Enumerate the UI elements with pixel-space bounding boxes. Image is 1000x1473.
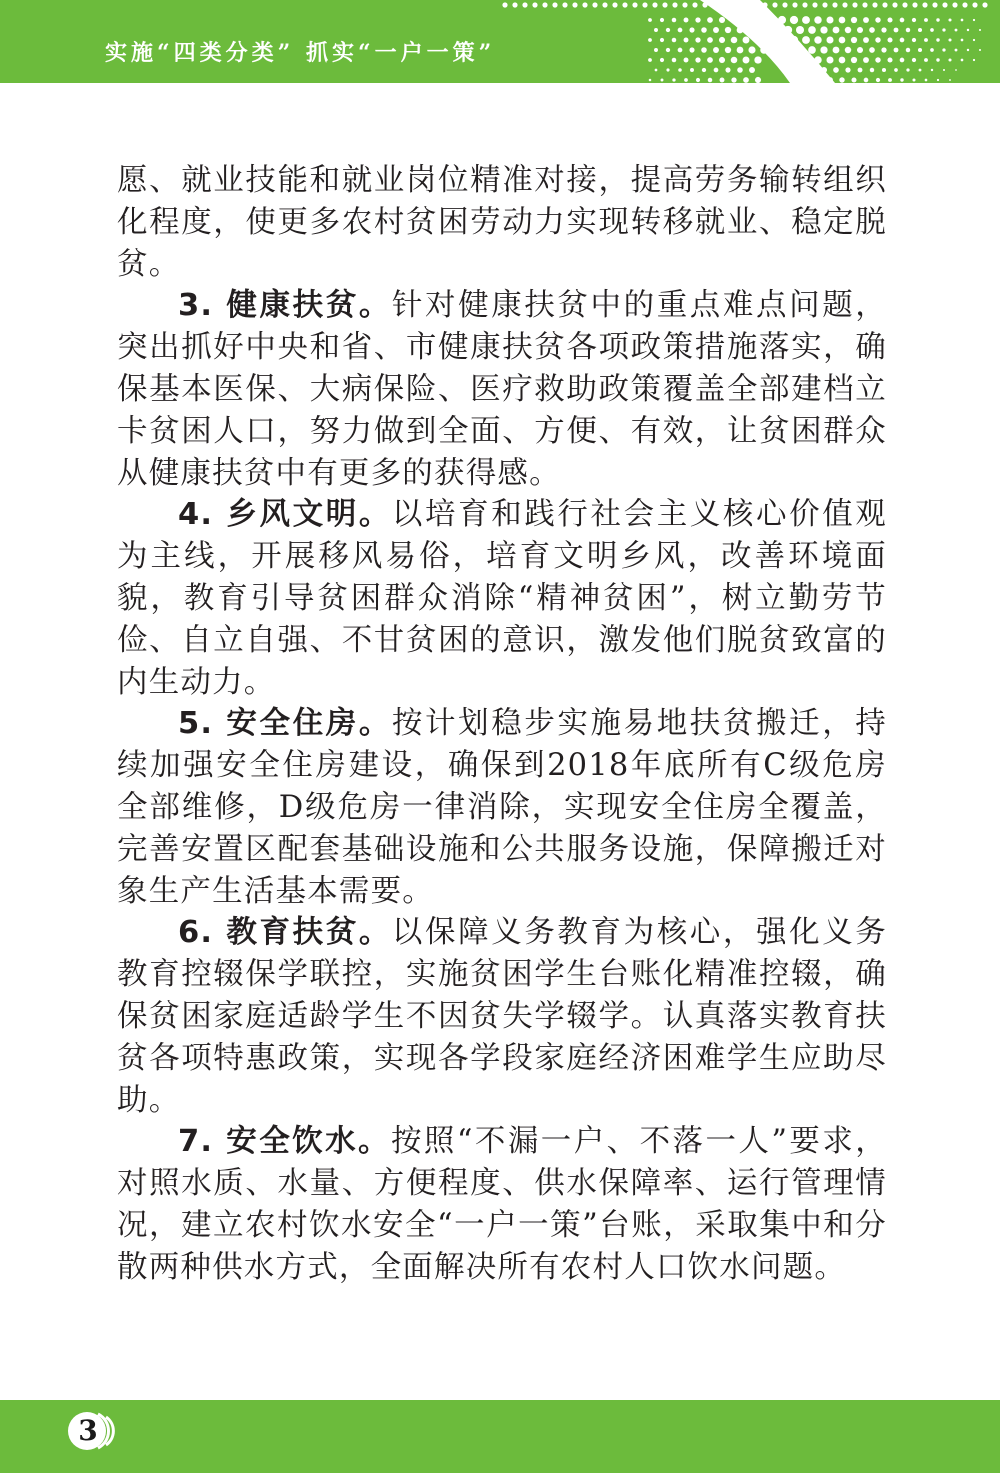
paragraph-text: 以培育和践行社会主义核心价值观为主线，开展移风易俗，培育文明乡风，改善环境面貌，教育引导贫困群众消除“精神贫困”，树立勤劳节俭、自立自强、不甘贫困的意识，激发他们脱贫致富的内生动力。 — [117, 497, 887, 700]
header-title: 实施“四类分类” 抓实“一户一策” — [105, 40, 496, 66]
page-footer — [0, 1400, 1000, 1473]
paragraph-text: 以保障义务教育为核心，强化义务教育控辍保学联控，实施贫困学生台账化精准控辍，确保贫困家庭适龄学生不因贫失学辍学。认真落实教育扶贫各项特惠政策，实现各学段家庭经济困难学生应助尽助。 — [117, 915, 887, 1118]
paragraph-text: 针对健康扶贫中的重点难点问题，突出抓好中央和省、市健康扶贫各项政策措施落实，确保基本医保、大病保险、医疗救助政策覆盖全部建档立卡贫困人口，努力做到全面、方便、有效，让贫困群众从健康扶贫中有更多的获得感。 — [117, 288, 887, 491]
paragraph-text: 愿、就业技能和就业岗位精准对接，提高劳务输转组织化程度，使更多农村贫困劳动力实现转移就业、稳定脱贫。 — [117, 163, 887, 282]
paragraph-health-poverty — [117, 285, 887, 494]
paragraph-continuation — [117, 160, 887, 285]
page-header — [0, 0, 1000, 83]
paragraph-heading: 7. 安全饮水。 — [178, 1124, 391, 1160]
page-number: 3 — [78, 1414, 98, 1447]
paragraph-safe-water — [117, 1121, 887, 1288]
paragraph-safe-housing — [117, 703, 887, 912]
paragraph-heading: 5. 安全住房。 — [178, 706, 392, 742]
document-body — [117, 160, 887, 1289]
paragraph-heading: 4. 乡风文明。 — [178, 497, 392, 533]
paragraph-text: 按计划稳步实施易地扶贫搬迁，持续加强安全住房建设，确保到2018年底所有C级危房全部维修，D级危房一律消除，实现安全住房全覆盖，完善安置区配套基础设施和公共服务设施，保障搬迁对象生产生活基本需要。 — [117, 706, 887, 909]
paragraph-text: 按照“不漏一户、不落一人”要求，对照水质、水量、方便程度、供水保障率、运行管理情况，建立农村饮水安全“一户一策”台账，采取集中和分散两种供水方式，全面解决所有农村人口饮水问题。 — [117, 1124, 887, 1285]
paragraph-education-poverty — [117, 912, 887, 1121]
paragraph-heading: 6. 教育扶贫。 — [178, 915, 392, 951]
paragraph-rural-civilization — [117, 494, 887, 703]
paragraph-heading: 3. 健康扶贫。 — [178, 288, 392, 324]
